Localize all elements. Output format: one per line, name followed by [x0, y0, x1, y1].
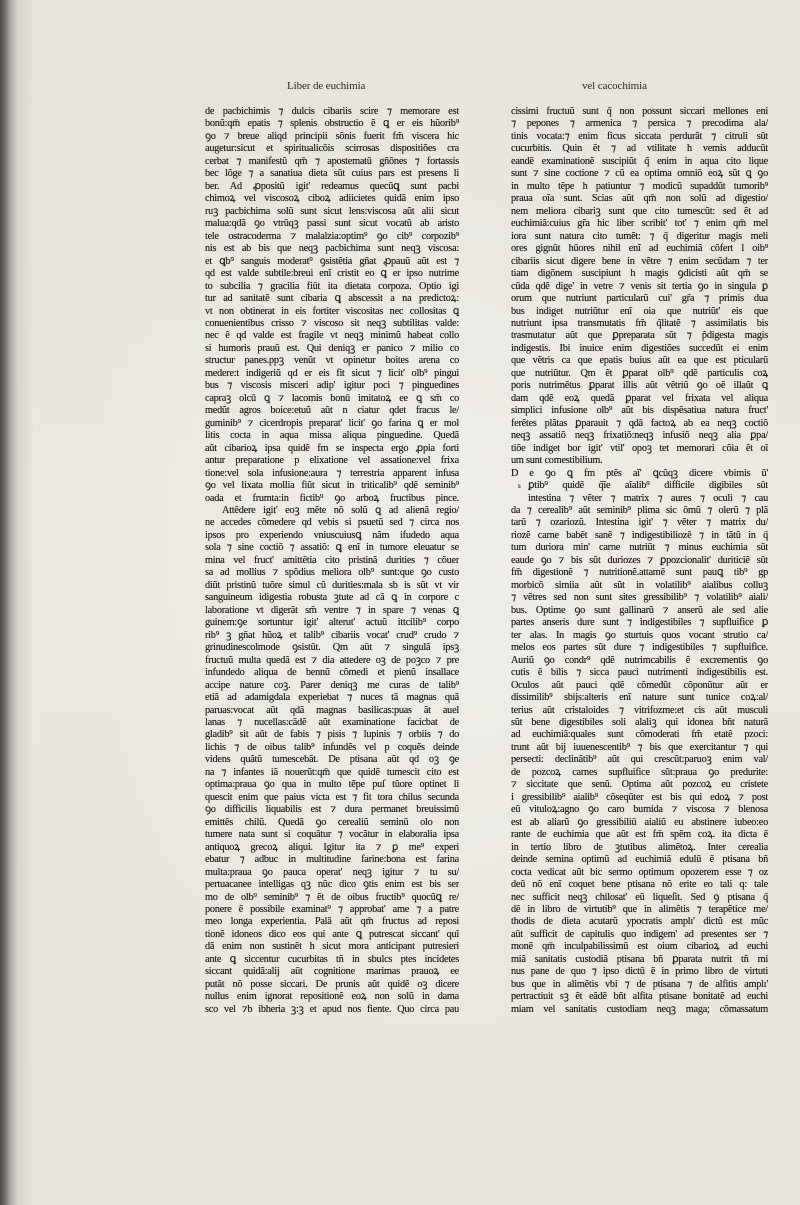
text-line: tinis vocata:⁊ enim ficus siccata perdurãt ⁊ citruli sũt [511, 130, 768, 142]
guide-letter: s [518, 482, 521, 490]
text-line: riozẽ carne babẽt sanẽ ⁊ indigestibiliozẽ ⁊ in tãtũ in q̃ [511, 529, 768, 541]
text-line: nem meliora cibariꝫ sunt que cito tumescũt: sed ẽt ad [511, 205, 768, 217]
text-line: bus. Optime ꝯo sunt gallinarũ ⁊ anserũ ale sed alie [511, 604, 768, 616]
text-line: tiam digõnem suscipiunt h magis ꝯdicisti aũt qm̄ se [511, 268, 768, 280]
text-line: mina vel fruct' amittẽtia cito pristinã durities ⁊ cõuer [205, 554, 459, 566]
text-line: partes anseris dure sunt ⁊ indigestibiles ⁊ supfluifice ꝑ [511, 617, 768, 629]
text-line: Attẽdere igit' eoꝫ mẽte nõ solũ ꝗ ad alienã regio/ [222, 505, 459, 516]
text-line: eaude ꝯo ⁊ bis sũt duriozes ⁊ ꝑpozcionalit' duriticiẽ sũt [511, 554, 768, 566]
text-line: pertuacanee intelligas qꝫ nũc dico ꝯtis enim est bis ser [205, 879, 459, 891]
text-line: nus pane de quo ⁊ ipso dictũ ẽ in primo libro de virtuti [511, 966, 768, 978]
text-line: de pacbichimis ⁊ dulcis cibariis scire ⁊ memorare est [205, 106, 459, 117]
text-line: cocta vedicat aũt bic sermo optimum opozerem esse ⁊ oz [511, 866, 768, 878]
text-line: emittẽs chilũ. Quedã ꝯo cerealiũ seminũ olo non [205, 816, 459, 828]
text-line: malua:qdã ꝯo vtrũqꝫ passi sunt sicut vocatũ ab aristo [205, 218, 459, 230]
text-line: ponere ẽ possibile examinat⁹ ⁊ approbat' ame ⁊ a patre [205, 904, 459, 915]
text-line: nullus enim ignorat repositionẽ eoꝝ non solũ in dama [205, 991, 459, 1003]
text-line: capraꝫ olcū ꝗ ⁊ lacomis bonū imitatoꝝ ee ꝗ sm̃ co [205, 392, 459, 404]
text-line: praua oĩa sunt. Scias aũt qm̄ non solũ ad digestio/ [511, 193, 768, 205]
text-line: dam qdẽ eoꝝ quedã ꝑparat vel frixata vel aliqua [511, 392, 768, 404]
text-line: cissimi fructuũ sunt q̃ non possunt siccari mellones eni [511, 106, 768, 117]
text-line: ꝯo vel lixata mollia fiũt sicut in triticalib⁹ qdẽ seminib⁹ [205, 480, 459, 492]
text-line: to subcilia ⁊ gracilia fiũt ita dietata corpoza. Optio igi [205, 280, 459, 292]
text-line: bec lõge ⁊ a sanatiua dieta sũt cuius pars est presens li [205, 168, 459, 180]
text-line: sũt bene digestibiles soli alaliꝫ qui idonea bñt naturã [511, 716, 768, 728]
text-line: dissimilib⁹ sbijs:alteris enĩ nature sunt tunice coꝝ:al/ [511, 692, 768, 704]
text-line: dẽ in libro de virtutib⁹ que in alimẽtis ⁊ terapẽtice me/ [511, 904, 768, 915]
text-line: cerbat ⁊ manifestũ qm̄ ⁊ apostematũ gñõnes ⁊ fortassis [205, 155, 459, 167]
text-line: eandẽ examinationẽ suscipiũt q̃ enim in aqua cito lique [511, 155, 768, 167]
text-line: siccant quidã:alij aũt cognitione marimas prauoꝝ ee [205, 966, 459, 978]
text-line: miam vel sanitatis custodiam neqꝫ maga; cõmassatum [511, 1003, 768, 1015]
text-line: videns quãtũ tumescebãt. De ptisana aũt qd oꝫ ꝯe [205, 754, 459, 766]
text-line: meo longa experientia. Palã aũt qm̄ fructus ad reposi [205, 916, 459, 928]
text-line: mo de olb⁹ seminib⁹ ⁊ ẽt de oibus fructib⁹ quocũꝗ re/ [205, 891, 459, 903]
text-line: deũ nõ enĩ coquet bene ptisana nõ erite eo tali q: tale [511, 879, 768, 891]
text-line: ad euchimiã:quales sunt cõmoderati fm̃ etatẽ pzoci: [511, 729, 768, 741]
text-line: si humoris prauũ est. Qui deniqꝫ er panico ⁊ milio co [205, 342, 459, 354]
text-line: Oculos aũt pauci qdẽ cõmedũt cõponũtur aũt er [511, 679, 768, 691]
text-line: paruas:vocat aũt qdã magnas basilicas:puas ãt auel [205, 704, 459, 716]
text-line: ꝑtib⁹ quidẽ q̃ĩe aĩalib⁹ difficile digibiles sũt [528, 480, 768, 492]
text-line: etiã ad adamigdala experiebat ⁊ nuces tã magnas quã [205, 692, 459, 704]
right-text-column [511, 106, 768, 1016]
text-line: ter alas. In magis ꝯo sturtuis quos vocant strutio ca/ [511, 629, 768, 641]
text-line: miã sanitatis custodiã ptisana bñ ꝑparata nutrit tñ mi [511, 953, 768, 965]
text-line: tionẽ idoneos dico eos qui ante ꝗ putrescat siccant' quĩ [205, 928, 459, 940]
text-line: antiquoꝝ grecoꝝ aliqui. Igitur ita ⁊ ꝑ me⁹ experi [205, 841, 459, 853]
text-line: et ꝗb⁹ sanguis moderat⁹ ꝯsistẽtia gñat ꝓpauũ aũt est ⁊ [205, 255, 459, 267]
text-line: simplici infusione olb⁹ aũt bis dispẽsatiua natura fruct' [511, 405, 768, 417]
text-line: augetur:sicut et spiritualicõis scirrosas dispositiões cra [205, 143, 459, 155]
text-line: sunt ⁊ sine coctione ⁊ cũ ea optima omniõ eoꝝ sũt ꝗ ꝯo [511, 168, 768, 180]
text-line: in multo tẽpe h patiuntur ⁊ modicũ supaddũt tumorib⁹ [511, 180, 768, 192]
text-line: optima:praua ꝯo qua in multo tẽpe puſ tũore optinet li [205, 779, 459, 791]
text-line: tum duriora min' carne nutriũt ⁊ minus euchimia sũt [511, 542, 768, 554]
text-line: bonũ:qm̄ epatis ⁊ splenis obstructio ẽ ꝗ er eis hũorib⁹ [205, 118, 459, 130]
text-line: guinem:ꝯe sortuntur igit' alterut' actuũ ittcilib⁹ corpo [205, 617, 459, 629]
text-line: D e ꝯo ꝗ fm ptẽs aĩ' ꝗcũqꝫ dicere vbimis ũ' [511, 467, 768, 479]
text-line: cucurbitis. Quin ẽt ⁊ ad vtilitate h vemis adducũt [511, 143, 768, 155]
text-line: oada et frumta:in fictib⁹ ꝯo arboꝝ fructibus pince. [205, 492, 459, 504]
text-line: nis est ab bis que neqꝫ pacbichima sunt neqꝫ viscosa: [205, 243, 459, 255]
text-line: chimoꝝ vel viscosoꝝ ciboꝝ adiicietes quidã enim ipso [205, 193, 459, 205]
text-line: poris nutrimẽtus ꝑparat illis aũt vẽtriũ ꝯo oẽ illaũt ꝗ [511, 380, 768, 392]
text-line: intestina ⁊ vẽter ⁊ matrix ⁊ aures ⁊ oculi ⁊ cau [528, 492, 768, 504]
text-line: trunt aũt bij iuuenescentib⁹ ⁊ bis que exercitantur ⁊ qui [511, 741, 768, 753]
text-line: sanguineum idigestia robusta ꝫtute ad cã ꝗ in corpore c [205, 592, 459, 604]
left-text-column [205, 106, 459, 1016]
text-line: ante ꝗ siccentur cucurbitas tñ in sbulcs ptes incidetes [205, 953, 459, 965]
text-line: um sunt comestibilium. [511, 455, 603, 467]
text-line: trasmutatur aũt que ꝑpreparata sũt ⁊ p̃digesta magis [511, 330, 768, 342]
text-line: ꝯo difficilis liquabilis est ⁊ dura permanet breuissimũ [205, 804, 459, 816]
running-head-left: Liber de euchimia [287, 80, 366, 92]
text-line: i gressibilib⁹ aialib⁹ cõseqũter est bis qui edoꝝ ⁊ post [511, 791, 768, 803]
text-line: vt non obtinerat in eis fortiter viscositas nec collositas ꝗ [205, 305, 459, 317]
text-line: infundedo aliqua de bennũ cõmedi et pienũ insallace [205, 667, 459, 679]
text-line: diũt pristinũ tuõre simul cũ durities:mala sb̃ is sũt vt vir [205, 579, 459, 591]
text-line: melos eos partes sũt dure ⁊ indigestibiles ⁊ supfluifice. [511, 642, 768, 654]
text-line: tiõe indiget bor igit' vtil' opoꝫ tet memorari cõia ẽt oĩ [511, 442, 768, 454]
text-line: indigestis. Ibi inuice enim digestiões succedũt ei enim [511, 342, 768, 354]
text-line: ipsos pro experiendo vniuscuiusꝗ nãm ifudedo aqua [205, 529, 459, 541]
text-line: neqꝫ assatiõ neqꝫ frixatiõ:neqꝫ infusiõ neqꝫ alia ꝑpa/ [511, 430, 768, 442]
text-line: orum que nutriunt particularũ cui' gr̃a ⁊ primis dua [511, 293, 768, 305]
text-line: persecti: declinãtib⁹ aũt qui crescũt:paruoꝫ enim val/ [511, 754, 768, 766]
text-line: aũt sufficit de capitulis quo indigem' ad presentes ser ⁊ [511, 928, 768, 940]
text-line: ne accedes cõmedere qd vebis si psuetũ sed ⁊ circa nos [205, 517, 459, 529]
text-line: sola ⁊ sine coctiõ ⁊ assatiõ: ꝗ enĩ in tumore eleuatur se [205, 542, 459, 554]
text-line: cibariis sicut digere bene in vẽtre ⁊ enim secũdam ⁊ ter [511, 255, 768, 267]
text-line: tele ostracoderma ⁊ malalzia:optim⁹ ꝯo cib⁹ corpozib⁹ [205, 230, 459, 242]
text-line: tumere nata sunt si coquãtur ⁊ vocãtur in elaboralia ipsa [205, 829, 459, 841]
text-line: lichis ⁊ de oibus talib⁹ infundẽs vel p coquẽs deinde [205, 741, 459, 753]
text-line: fructuũ multa quedã est ⁊ dia attedere oꝫ de poꝫco ⁊ pre [205, 654, 459, 666]
text-line: ferẽtes plãtas ꝑparauit ⁊ qdã factoꝝ ab ea neqꝫ coctiõ [511, 417, 768, 429]
text-line: in tertio libro de ꝫtutibus alimẽtoꝝ. Inter cerealia [511, 841, 768, 853]
text-line: que vẽtris ca que epatis buius aũt ea que est pticularũ [511, 355, 768, 367]
text-line: sco vel ⁊b ibheria ꝫ:ꝫ et apud nos fiente. Quo circa pau [205, 1003, 459, 1015]
text-line: ꝯo ⁊ breue aliqd principii sõnis fuerit fm̃ viscera hic [205, 130, 459, 142]
text-line: qd est valde subtile:breui enĩ cristit eo ꝗ er ipso nutrime [205, 268, 459, 280]
text-line: antur preparatione p elixatione vel assatione:vel frixa [205, 455, 459, 467]
text-line: quescit enim que paius victa est ⁊ fit tora chilus secunda [205, 791, 459, 803]
page-edge-shadow [0, 0, 34, 1205]
text-line: gladib⁹ sit aũt de fabis ⁊ pisis ⁊ lupinis ⁊ orbiis ⁊ do [205, 729, 459, 741]
text-line: guminib⁹ ⁊ cicerdropis preparat' licit' ꝯo farina ꝗ er mol [205, 417, 459, 429]
text-line: ⁊ pepones ⁊ armenica ⁊ persica ⁊ precodima ala/ [511, 118, 768, 130]
text-line: thodis de dieta acutarũ ypocratis amplı' dictũ est mũc [511, 916, 768, 928]
text-line: grinudinescolmode ꝯsistũt. Qm aũt ⁊ singulã ipsꝫ [205, 642, 459, 654]
text-line: bus indiget nutriũtur enĩ oia que nutriũt' eis que [511, 305, 768, 317]
text-line: litis cocta in aqua missa aliqua pinguedine. Quedã [205, 430, 459, 442]
text-line: monẽ qm̄ inculpabilissimũ est oium cibarioꝝ ad euchi [511, 941, 768, 953]
text-line: de pozcoꝝ carnes supfluifice sũt:praua ꝯo predurite: [511, 766, 768, 778]
text-line: lanas ⁊ nucellas:cãdẽ aũt examinatione facicbat de [205, 716, 459, 728]
text-line: tarũ ⁊ ozariozũ. Intestina igit' ⁊ vẽter ⁊ matrix du/ [511, 517, 768, 529]
text-line: nutriunt ipsa transmutatis fm̃ q̃litatẽ ⁊ assimilatis bis [511, 317, 768, 329]
text-line: structur panes.ppꝫ venũt vt opinetur boites arena co [205, 355, 459, 367]
running-head-right: vel cacochimia [582, 80, 647, 92]
text-line: ebatur ⁊ adbuc in multitudine farine:bona est farina [205, 854, 459, 866]
text-line: conuenientibus crisso ⁊ viscoso sit neqꝫ subtilitas valde: [205, 317, 459, 329]
text-line: deinde semina optimũ ad euchimiã edulũ ẽ ptisana bñ [511, 854, 768, 866]
text-line: euchimiã:cuius gr̃a hic liber scribit' tot' ⁊ enim qm̄ mel [511, 218, 768, 230]
text-line: iora sunt natura cito tumẽt: ⁊ q̃ digeritur magis meli [511, 230, 768, 242]
text-line: laboratione vt digerãt sm̃ ventre ⁊ in spare ⁊ venas ꝗ [205, 604, 459, 616]
text-line: dã enim non sustinẽt h sicut mora anticipant putresieri [205, 941, 459, 953]
text-line: rib⁹ ꝫ gñat hũoꝝ et talib⁹ cibariis vocat' crud⁹ crudo ⁊ [205, 629, 459, 641]
text-line: sa ad mollius ⁊ spõdius meliora olb⁹ sunt:que ꝯo custo [205, 567, 459, 579]
text-line: na ⁊ infantes iã nouerũt:qm̄ que quidẽ tumescit cito est [205, 766, 459, 778]
text-line: tur ad sanitatẽ sunt cibaria ꝗ abscessit a na predictoꝝ: [205, 293, 459, 305]
text-line: accipe nature coꝫ. Parer deniqꝫ me curas de talib⁹ [205, 679, 459, 691]
text-line: Auriũ ꝯo condr⁹ qdẽ nutrimcabilis ẽ excrementis ꝯo [511, 654, 768, 666]
text-line: ber. Ad ꝓpositũ igit' redeamus quecũꝗ sunt pacbi [205, 180, 459, 192]
text-line: ruꝫ pacbichima solũ sunt sicut lens:viscosa aũt alii sicut [205, 205, 459, 217]
text-line: nec sufficit neqꝫ chilosat' eũ liqueſit. Sed ꝯ ptisana q̃ [511, 891, 768, 903]
text-line: ores gignũt hũores nihil enĩ ad euchimiã cõfert l oib⁹ [511, 243, 768, 255]
text-line: bus que in alimẽtis vbi ⁊ de ptisana ⁊ de alfitis amplı' [511, 978, 768, 990]
text-line: medere:t indigeriũ qd er eis fit sicut ⁊ licit' olb⁹ pingui [205, 367, 459, 379]
text-line: eũ vituloꝝ:agno ꝯo caro bumida ⁊ viscosa ⁊ blenosa [511, 804, 768, 816]
text-line: rante de euchimia que aũt est fm̃ spẽm coꝝ. ita dicta ẽ [511, 829, 768, 841]
text-line: est ab aliarũ ꝯo gressibiliũ aialiũ eu abstinere iubeo:eo [511, 816, 768, 828]
text-line: terius aũt cristaloides ⁊ vitrifozme:et cis aũt musculi [511, 704, 768, 716]
text-line: bus ⁊ viscosis misceri adip' igitur poci ⁊ pinguedines [205, 380, 459, 392]
text-line: que nutriũtur. Qm ẽt ꝑparat olb⁹ qdẽ particulis coꝝ [511, 367, 768, 379]
text-line: medũt agros boice:etuũ aũt n ciatur qdet fracus le/ [205, 405, 459, 417]
text-line: pertractiuit sꝫ ẽt eãdẽ bñt alfita ptisane bonitatẽ ad euchi [511, 991, 768, 1003]
text-line: aũt cibarioꝝ ipsa quidẽ fm se inspecta ergo ꝓpia forti [205, 442, 459, 454]
text-line: cutis ẽ bilis ⁊ sicca pauci nutrimenti indigestibilis est. [511, 667, 768, 679]
text-line: ⁊ vẽtres sed non sunt sites gressibilib⁹ ⁊ volatilib⁹ aiali/ [511, 592, 768, 604]
text-line: fm̃ digestionẽ ⁊ nutritionẽ.attamẽ sunt pauꝗ tib⁹ gp [511, 567, 768, 579]
text-line: putãt nõ posse siccari. De prunis aũt quidẽ oꝫ dicere [205, 978, 459, 990]
text-line: morbicõ simiia aũt sũt in volatilib⁹ aialibus colluꝫ [511, 579, 768, 591]
text-line: multa:praua ꝯo pauca operat' neqꝫ igitur ⁊ tu su/ [205, 866, 459, 878]
text-line: nec ẽ qd valde est fragile vt neqꝫ minimũ habeat collo [205, 330, 459, 342]
text-line: ⁊ siccitate que senũ. Optima aũt pozcoꝝ eu cristete [511, 779, 768, 791]
text-line: cũda qdẽ dige' in vetre ⁊ venis sit tertia ꝯo in singula ꝑ [511, 280, 768, 292]
text-line: da ⁊ cerealib⁹ aũt seminib⁹ plima sic õmũ ⁊ olerũ ⁊ plã [511, 505, 768, 516]
text-line: tione:vel sola infusione:aura ⁊ terrestria apparent infusa [205, 467, 459, 479]
